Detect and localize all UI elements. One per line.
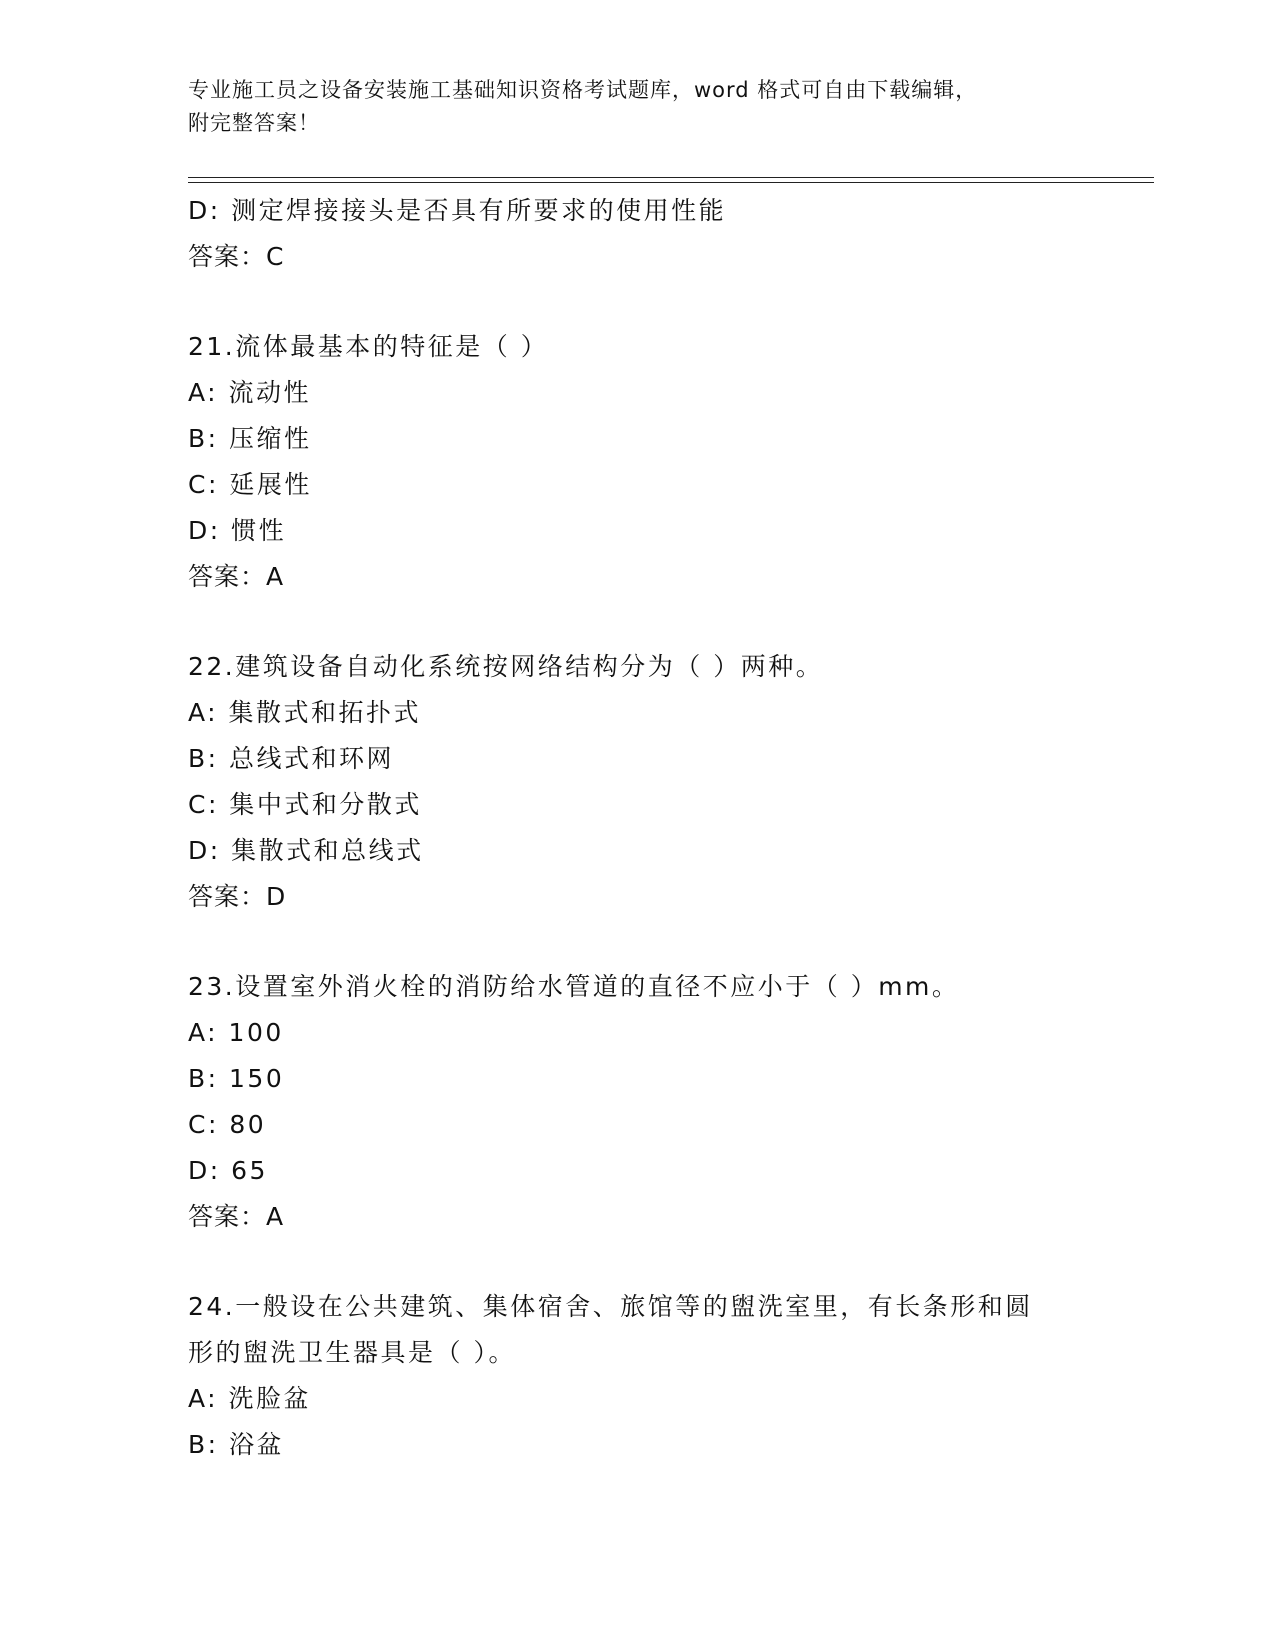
question-list: [188, 188, 1128, 1468]
option-a: A: 100: [188, 1018, 284, 1047]
carryover-option-d: D: 测定焊接接头是否具有所要求的使用性能: [188, 196, 727, 225]
answer: 答案：A: [188, 1202, 285, 1231]
option-d: D: 集散式和总线式: [188, 836, 424, 865]
option-b: B: 总线式和环网: [188, 744, 395, 773]
option-c: C: 集中式和分散式: [188, 790, 422, 819]
answer: 答案：D: [188, 882, 287, 911]
question-stem: 21.流体最基本的特征是（ ）: [188, 332, 549, 361]
question-stem: 22.建筑设备自动化系统按网络结构分为（ ）两种。: [188, 652, 824, 681]
option-a: A: 流动性: [188, 378, 312, 407]
question-stem-line-2: 形的盥洗卫生器具是（ ）。: [188, 1338, 516, 1367]
option-b: B: 浴盆: [188, 1430, 285, 1459]
option-c: C: 延展性: [188, 470, 312, 499]
option-c: C: 80: [188, 1110, 267, 1139]
question-21: [188, 324, 1128, 600]
option-d: D: 惯性: [188, 516, 287, 545]
header-divider-top: [188, 177, 1154, 178]
option-a: A: 集散式和拓扑式: [188, 698, 422, 727]
carryover-answer: 答案：C: [188, 242, 285, 271]
option-a: A: 洗脸盆: [188, 1384, 312, 1413]
question-24: [188, 1284, 1128, 1468]
question-23: [188, 964, 1128, 1240]
answer: 答案：A: [188, 562, 285, 591]
option-b: B: 压缩性: [188, 424, 312, 453]
header-divider-bottom: [188, 182, 1154, 183]
question-stem-line-1: 24.一般设在公共建筑、集体宿舍、旅馆等的盥洗室里，有长条形和圆: [188, 1292, 1033, 1321]
question-stem: 23.设置室外消火栓的消防给水管道的直径不应小于（ ）mm。: [188, 972, 960, 1001]
document-header: [188, 74, 1088, 140]
question-22: [188, 644, 1128, 920]
header-line-1: 专业施工员之设备安装施工基础知识资格考试题库，word 格式可自由下载编辑，: [188, 78, 978, 102]
option-d: D: 65: [188, 1156, 268, 1185]
header-line-2: 附完整答案！: [188, 111, 320, 135]
option-b: B: 150: [188, 1064, 285, 1093]
